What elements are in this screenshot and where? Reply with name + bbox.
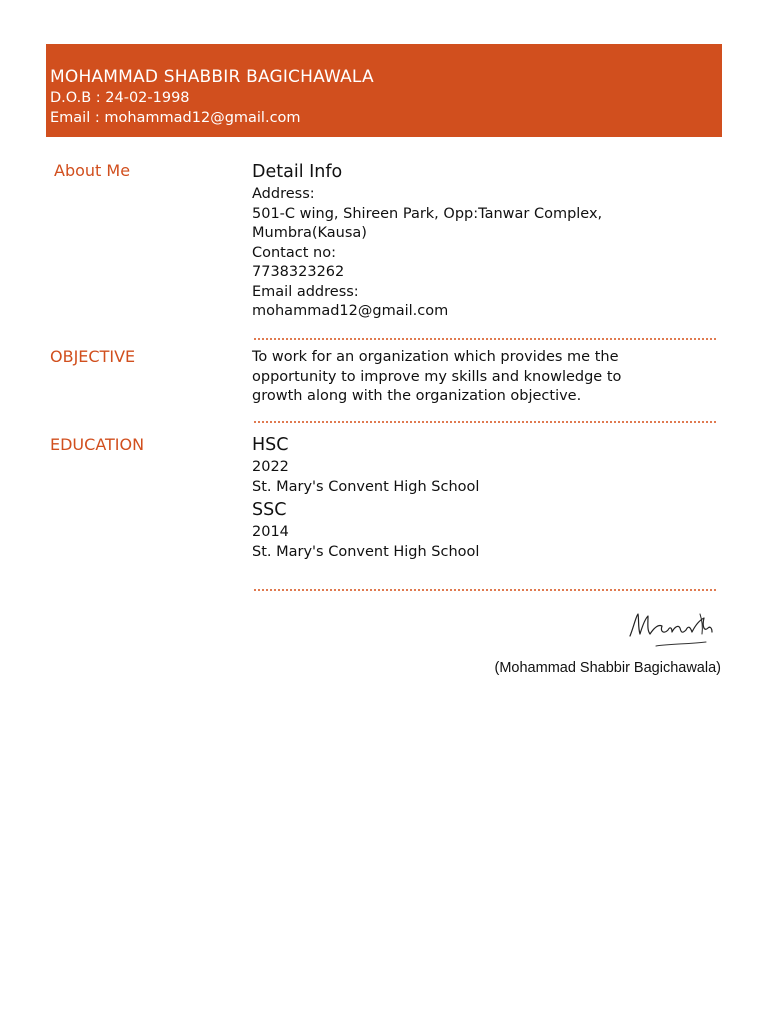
objective-line: opportunity to improve my skills and knowledge to — [252, 368, 622, 385]
education-year: 2014 — [252, 524, 289, 540]
section-divider — [254, 589, 716, 591]
signature-caption: (Mohammad Shabbir Bagichawala) — [494, 660, 721, 676]
objective-text — [252, 348, 722, 407]
section-label-objective: OBJECTIVE — [50, 347, 136, 366]
education-title: SSC — [252, 500, 287, 520]
education-year: 2022 — [252, 459, 289, 475]
contact-value: 7738323262 — [252, 264, 345, 280]
detail-info-section — [252, 160, 722, 322]
education-title: HSC — [252, 435, 289, 455]
objective-line: To work for an organization which provides me the — [252, 349, 619, 365]
address-label: Address: — [252, 186, 315, 202]
section-divider — [254, 421, 716, 423]
education-school: St. Mary's Convent High School — [252, 478, 480, 495]
section-label-education: EDUCATION — [50, 435, 145, 454]
email-value: mohammad12@gmail.com — [252, 303, 449, 319]
objective-line: growth along with the organization objective. — [252, 388, 582, 404]
education-section — [252, 433, 722, 562]
email-label: Email address: — [252, 283, 359, 300]
address-line-1: 501-C wing, Shireen Park, Opp:Tanwar Complex, — [252, 205, 603, 222]
signature-image — [626, 606, 722, 658]
date-of-birth: D.O.B : 24-02-1998 — [50, 90, 190, 106]
contact-label: Contact no: — [252, 244, 336, 261]
section-divider — [254, 338, 716, 340]
address-line-2: Mumbra(Kausa) — [252, 225, 367, 241]
education-entry — [252, 433, 722, 497]
education-entry — [252, 498, 722, 562]
section-label-about: About Me — [54, 161, 131, 180]
detail-info-heading: Detail Info — [252, 162, 343, 182]
education-school: St. Mary's Convent High School — [252, 543, 480, 560]
header-email: Email : mohammad12@gmail.com — [50, 110, 301, 126]
resume-header — [46, 44, 722, 137]
full-name: MOHAMMAD SHABBIR BAGICHAWALA — [50, 67, 374, 87]
